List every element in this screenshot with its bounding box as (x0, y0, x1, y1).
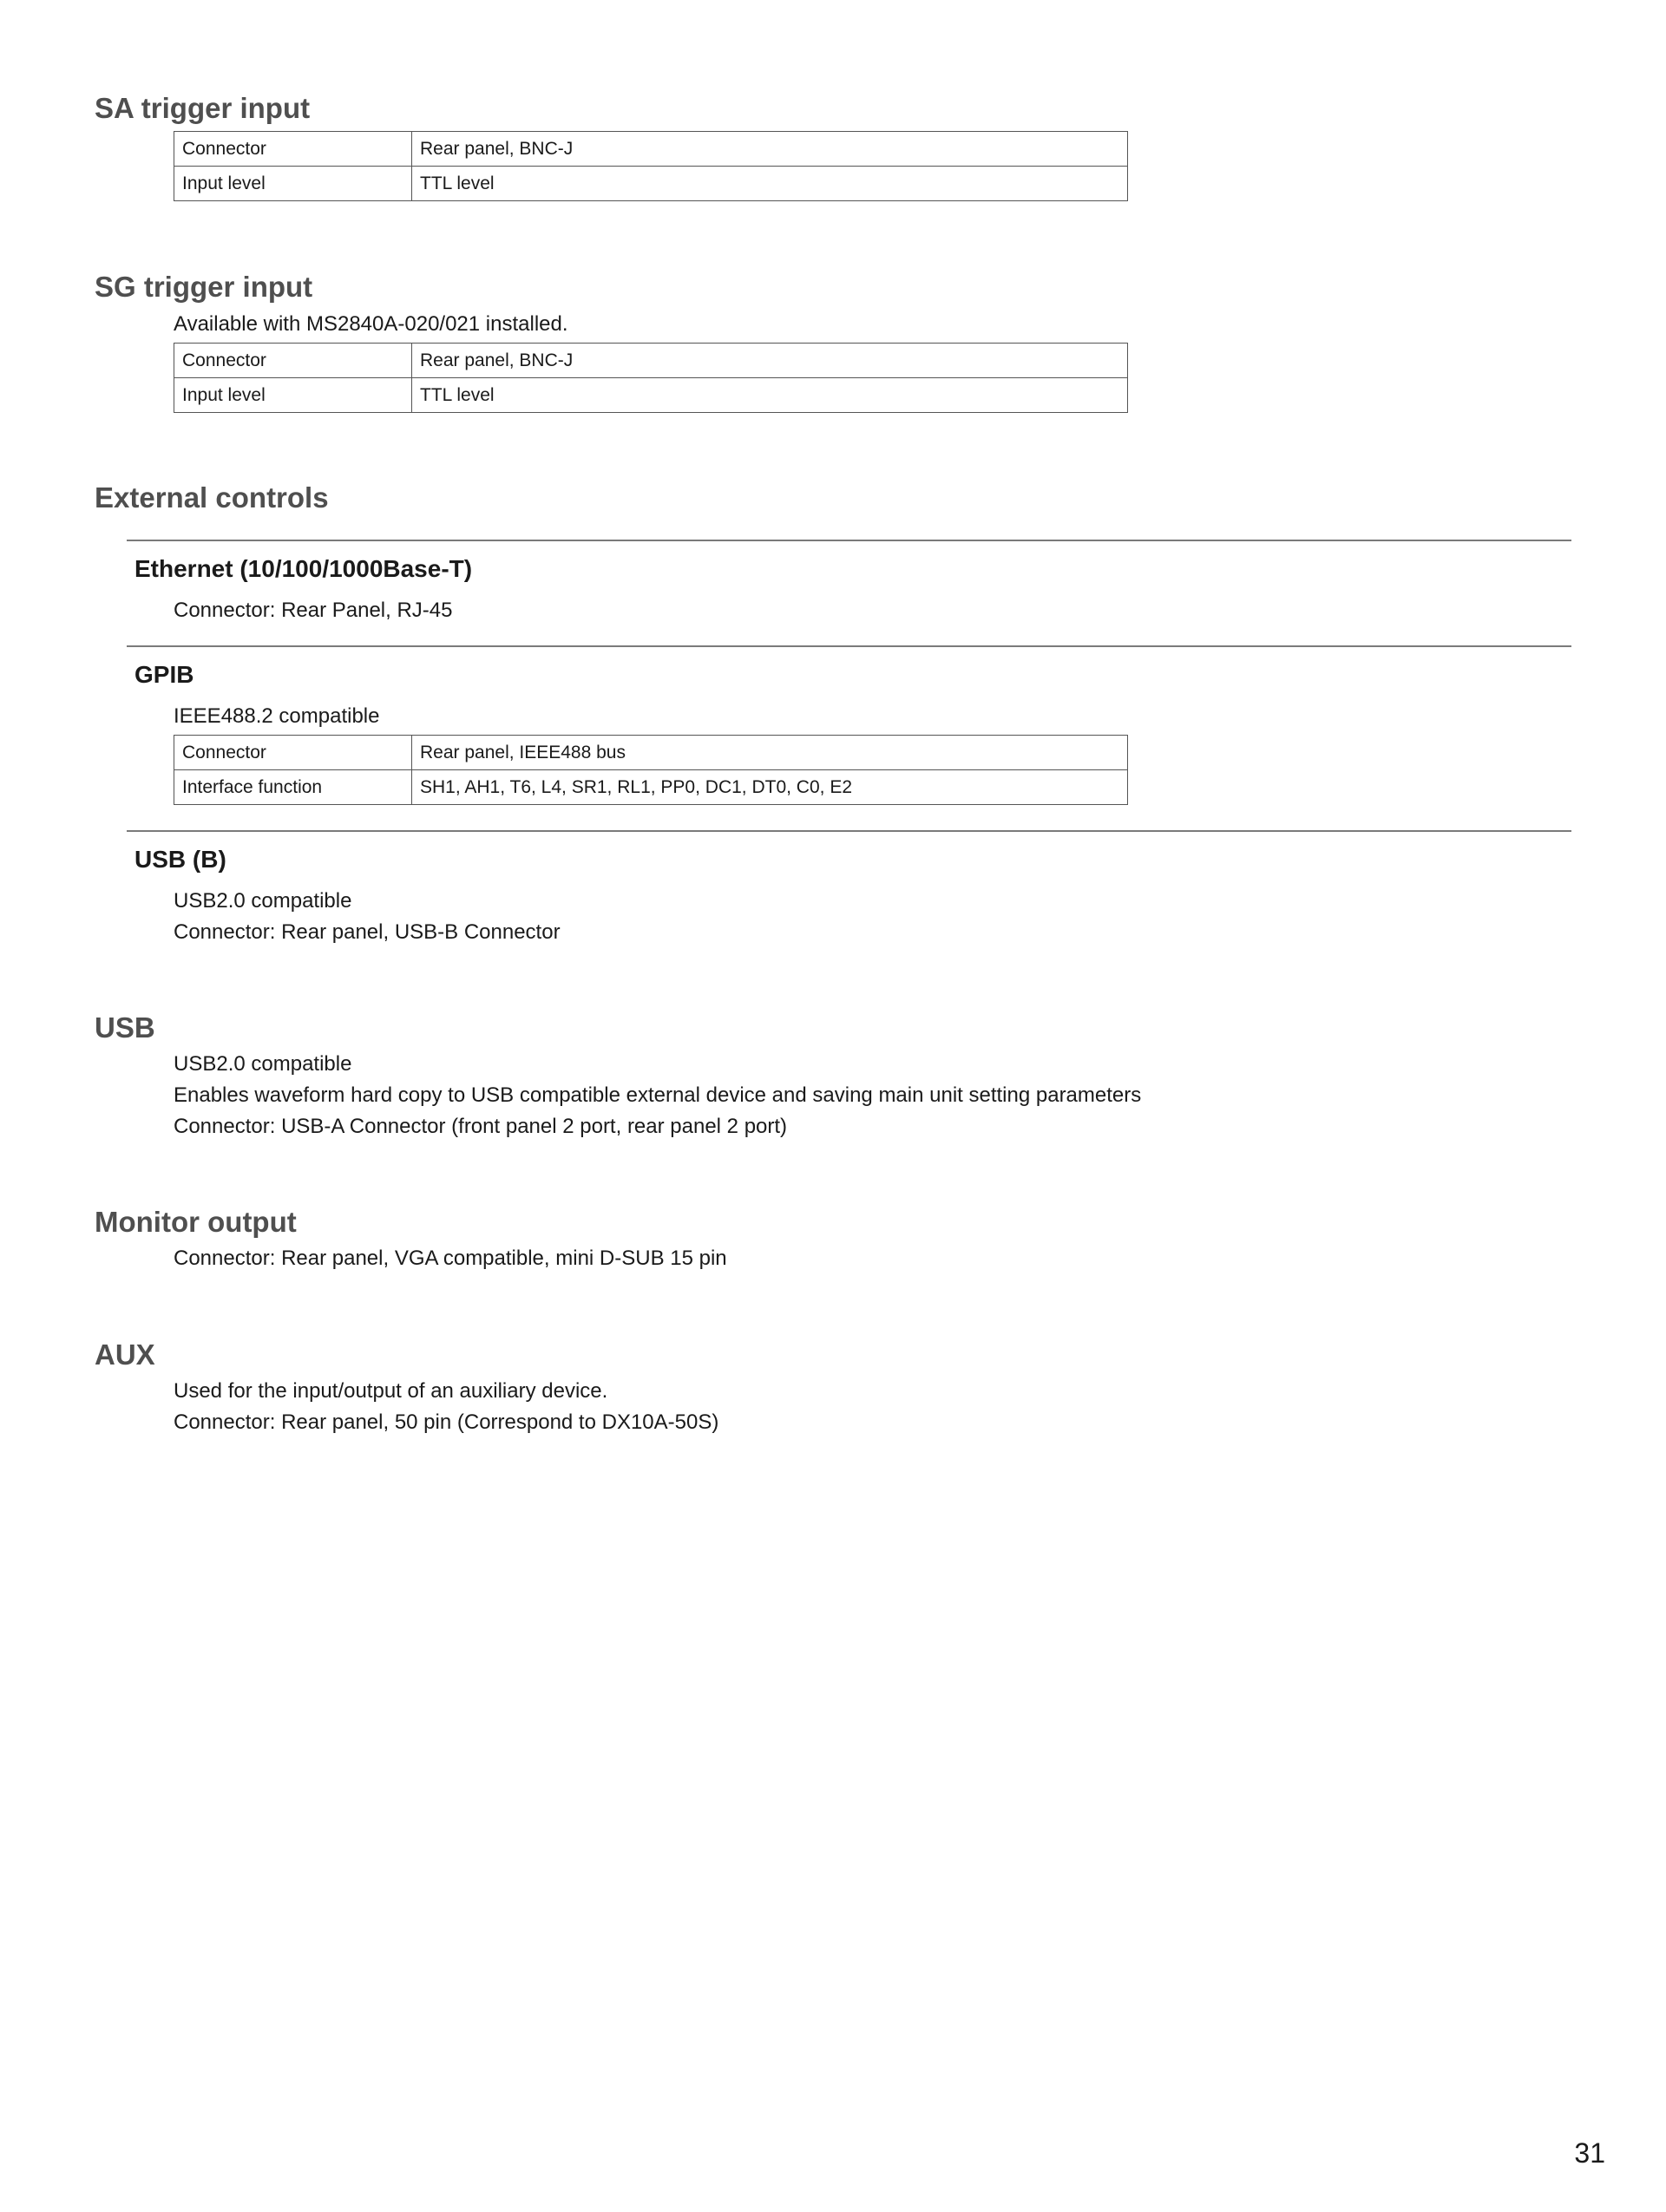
usb-body (174, 1049, 1141, 1142)
sa-trigger-heading: SA trigger input (95, 92, 311, 124)
table-row (174, 378, 1128, 413)
table-row (174, 770, 1128, 805)
section-divider (127, 540, 1571, 541)
sg-trigger-heading: SG trigger input (95, 271, 313, 303)
monitor-connector-text: Connector: Rear panel, VGA compatible, mini D-SUB 15 pin (174, 1247, 727, 1270)
table-cell-label: Connector (174, 344, 412, 378)
table-cell-value: TTL level (412, 167, 1128, 201)
table-cell-value: Rear panel, BNC-J (412, 344, 1128, 378)
table-cell-label: Input level (174, 167, 412, 201)
table-row (174, 167, 1128, 201)
aux-body (174, 1376, 718, 1438)
usb-b-body (174, 886, 561, 948)
table-row (174, 344, 1128, 378)
sa-trigger-table (174, 131, 1128, 201)
table-cell-value: Rear panel, BNC-J (412, 132, 1128, 167)
table-cell-value: SH1, AH1, T6, L4, SR1, RL1, PP0, DC1, DT0, C0, E2 (412, 770, 1128, 805)
monitor-output-heading: Monitor output (95, 1206, 297, 1238)
usb-b-compat-text: USB2.0 compatible (174, 889, 352, 913)
aux-description-text: Used for the input/output of an auxiliary device. (174, 1379, 608, 1403)
aux-heading: AUX (95, 1338, 155, 1371)
usb-b-heading: USB (B) (134, 846, 226, 873)
table-row (174, 132, 1128, 167)
sg-trigger-table (174, 343, 1128, 413)
table-cell-label: Connector (174, 736, 412, 770)
section-divider (127, 645, 1571, 647)
usb-connector-text: Connector: USB-A Connector (front panel 2 port, rear panel 2 port) (174, 1115, 788, 1138)
table-cell-label: Input level (174, 378, 412, 413)
note-text: Available with MS2840A-020/021 installed. (174, 312, 568, 336)
table-cell-value: Rear panel, IEEE488 bus (412, 736, 1128, 770)
ethernet-body (174, 595, 453, 626)
monitor-output-body (174, 1243, 727, 1274)
table-cell-label: Interface function (174, 770, 412, 805)
usb-b-connector-text: Connector: Rear panel, USB-B Connector (174, 920, 561, 944)
usb-heading: USB (95, 1011, 155, 1044)
sg-trigger-note (174, 309, 568, 340)
table-cell-label: Connector (174, 132, 412, 167)
table-row (174, 736, 1128, 770)
gpib-compat-text: IEEE488.2 compatible (174, 704, 380, 728)
page-number: 31 (1574, 2137, 1605, 2169)
table-cell-value: TTL level (412, 378, 1128, 413)
ethernet-heading: Ethernet (10/100/1000Base-T) (134, 555, 473, 582)
section-divider (127, 830, 1571, 832)
usb-compat-text: USB2.0 compatible (174, 1052, 352, 1076)
gpib-heading: GPIB (134, 661, 194, 688)
usb-description-text: Enables waveform hard copy to USB compatible external device and saving main unit setting parameters (174, 1083, 1142, 1107)
gpib-table (174, 735, 1128, 805)
gpib-note (174, 701, 379, 732)
external-controls-heading: External controls (95, 481, 329, 514)
aux-connector-text: Connector: Rear panel, 50 pin (Correspond to DX10A-50S) (174, 1410, 719, 1434)
ethernet-connector-text: Connector: Rear Panel, RJ-45 (174, 599, 453, 622)
